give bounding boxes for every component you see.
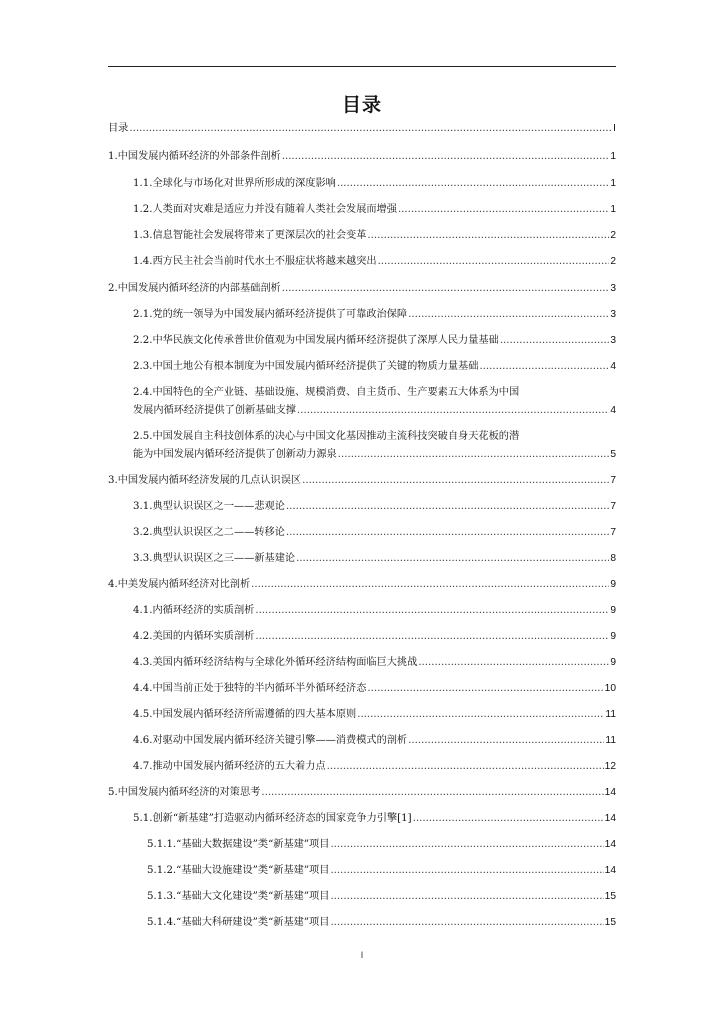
toc-entry-text: 2.1.党的统一领导为中国发展内循环经济提供了可靠政治保障 [133,309,408,320]
toc-entry[interactable] [108,122,616,136]
toc-leader-dots [367,682,603,696]
toc-entry-text: 2.3.中国土地公有根本制度为中国发展内循环经济提供了关键的物质力量基础 [133,361,479,372]
toc-page-number: 3 [610,309,616,320]
toc-page-number: 9 [610,579,616,590]
toc-page-number: 8 [610,553,616,564]
toc-page-number: 1 [610,151,616,162]
toc-entry-text: 4.4.中国当前正处于独特的半内循环半外循环经济态 [133,683,367,694]
toc-entry[interactable] [108,150,616,164]
toc-leader-dots [367,229,609,243]
toc-entry[interactable] [108,786,616,800]
toc-entry[interactable] [133,334,616,348]
toc-entry[interactable] [133,203,616,217]
toc-entry-text: 5.1.2.“基础大设施建设”类“新基建”项目 [147,865,330,876]
page-number: I [360,950,364,960]
toc-leader-dots [413,812,604,826]
toc-page-number: 11 [605,735,616,746]
toc-page-number: 4 [610,405,616,416]
toc-leader-dots [408,308,609,322]
toc-entry-text: 4.7.推动中国发展内循环经济的五大着力点 [133,761,326,772]
toc-entry-text: 5.1.1.“基础大数据建设”类“新基建”项目 [147,839,330,850]
toc-entry-text: 5.中国发展内循环经济的对策思考 [108,787,261,798]
toc-entry-text-line1: 2.4.中国特色的全产业链、基础设施、规模消费、自主货币、生产要素五大体系为中国 [133,387,520,398]
toc-entry-text-line2: 发展内循环经济提供了创新基础支撑 [133,405,296,416]
toc-entry[interactable] [133,812,616,826]
toc-leader-dots [255,604,609,618]
toc-entry[interactable] [108,474,616,488]
toc-leader-dots [297,404,609,418]
toc-entry[interactable] [133,255,616,269]
toc-leader-dots [330,864,603,878]
toc-page-number: 14 [604,787,616,798]
toc-entry-text: 4.5.中国发展内循环经济所需遵循的四大基本原则 [133,709,357,720]
toc-leader-dots [286,500,609,514]
toc-leader-dots [398,203,609,217]
toc-page-number: 10 [604,683,616,694]
toc-page-number: 2 [610,256,616,267]
toc-entry[interactable] [133,604,616,618]
toc-entry-text: 2.2.中华民族文化传承普世价值观为中国发展内循环经济提供了深厚人民力量基础 [133,335,499,346]
page-title: 目录 [341,94,382,116]
toc-entry[interactable] [133,500,616,514]
toc-entry[interactable] [133,734,616,748]
toc-entry-text: 3.1.典型认识误区之一——悲观论 [133,501,285,512]
toc-leader-dots [408,734,604,748]
toc-entry-text: 4.6.对驱动中国发展内循环经济关键引擎——消费模式的剖析 [133,735,408,746]
header-rule [108,66,616,67]
toc-entry-text: 5.1.3.“基础大文化建设”类“新基建”项目 [147,891,330,902]
toc-leader-dots [337,177,610,191]
toc-entry[interactable] [147,838,616,852]
toc-entry-text-line1: 2.5.中国发展自主科技创体系的决心与中国文化基因推动主流科技突破自身天花板的潜 [133,431,520,442]
toc-entry-text: 3.中国发展内循环经济发展的几点认识误区 [108,475,302,486]
toc-leader-dots [330,890,603,904]
toc-page-number: 5 [610,449,616,460]
toc-entry-text: 目录 [108,123,129,134]
toc-entry-text: 1.4.西方民主社会当前时代水土不服症状将越来越突出 [133,256,377,267]
toc-page-number: 7 [610,501,616,512]
toc-page-number: 15 [604,917,616,928]
toc-entry[interactable] [133,360,616,374]
toc-leader-dots [378,255,610,269]
toc-entry-text: 5.1.创新“新基建”打造驱动内循环经济态的国家竞争力引擎[1] [133,813,412,824]
toc-leader-dots [282,282,610,296]
toc-page-number: 14 [604,813,616,824]
toc-entry[interactable] [133,682,616,696]
toc-leader-dots [286,526,609,540]
toc-entry[interactable] [133,708,616,722]
toc-leader-dots [327,760,604,774]
toc-page-number: 11 [605,709,616,720]
toc-leader-dots [296,552,609,566]
toc-page-number: 9 [610,631,616,642]
toc-page-number: 14 [604,865,616,876]
toc-entry-text: 1.2.人类面对灾难是适应力并没有随着人类社会发展而增强 [133,204,397,215]
toc-leader-dots [338,448,610,462]
toc-entry[interactable] [147,890,616,904]
toc-leader-dots [330,916,603,930]
toc-leader-dots [500,334,610,348]
toc-leader-dots [357,708,604,722]
toc-page-number: 7 [610,527,616,538]
toc-page-number: 1 [610,204,616,215]
toc-entry[interactable] [133,308,616,322]
toc-entry[interactable] [108,578,616,592]
toc-entry[interactable] [133,760,616,774]
toc-entry-text: 1.中国发展内循环经济的外部条件剖析 [108,151,281,162]
toc-entry[interactable] [133,552,616,566]
toc-entry[interactable] [133,526,616,540]
toc-entry[interactable] [133,386,616,418]
toc-leader-dots [330,838,603,852]
toc-page-number: 3 [610,283,616,294]
toc-page-number: I [613,123,616,134]
toc-leader-dots [261,786,603,800]
toc-page-number: 7 [610,475,616,486]
toc-entry-text: 2.中国发展内循环经济的内部基础剖析 [108,283,281,294]
toc-page-number: 1 [610,178,616,189]
toc-entry-text: 3.3.典型认识误区之三——新基建论 [133,553,296,564]
toc-page-number: 12 [604,761,616,772]
toc-page-number: 2 [610,230,616,241]
toc-entry-text: 1.3.信息智能社会发展将带来了更深层次的社会变革 [133,230,367,241]
toc-entry[interactable] [147,916,616,930]
toc-entry[interactable] [133,177,616,191]
toc-page-number: 3 [610,335,616,346]
toc-page-number: 9 [610,657,616,668]
toc-entry[interactable] [133,630,616,644]
toc-entry-text: 1.1.全球化与市场化对世界所形成的深度影响 [133,178,336,189]
toc-entry-text-line2: 能为中国发展内循环经济提供了创新动力源泉 [133,449,337,460]
toc-page-number: 4 [610,361,616,372]
toc-page-number: 9 [610,605,616,616]
toc-leader-dots [302,474,609,488]
toc-leader-dots [479,360,609,374]
toc-leader-dots [282,150,610,164]
toc-entry-text: 5.1.4.“基础大科研建设”类“新基建”项目 [147,917,330,928]
toc-leader-dots [418,656,609,670]
toc-leader-dots [129,122,612,136]
toc-leader-dots [255,630,609,644]
toc-entry[interactable] [108,282,616,296]
toc-page-number: 14 [604,839,616,850]
toc-entry[interactable] [133,656,616,670]
toc-entry-text: 3.2.典型认识误区之二——转移论 [133,527,285,538]
toc-entry[interactable] [133,229,616,243]
toc-entry[interactable] [133,430,616,462]
toc-entry[interactable] [147,864,616,878]
toc-leader-dots [251,578,609,592]
toc-entry-text: 4.1.内循环经济的实质剖析 [133,605,255,616]
toc-entry-text: 4.3.美国内循环经济结构与全球化外循环经济结构面临巨大挑战 [133,657,418,668]
toc-entry-text: 4.中美发展内循环经济对比剖析 [108,579,251,590]
toc-page-number: 15 [604,891,616,902]
toc-entry-text: 4.2.美国的内循环实质剖析 [133,631,255,642]
